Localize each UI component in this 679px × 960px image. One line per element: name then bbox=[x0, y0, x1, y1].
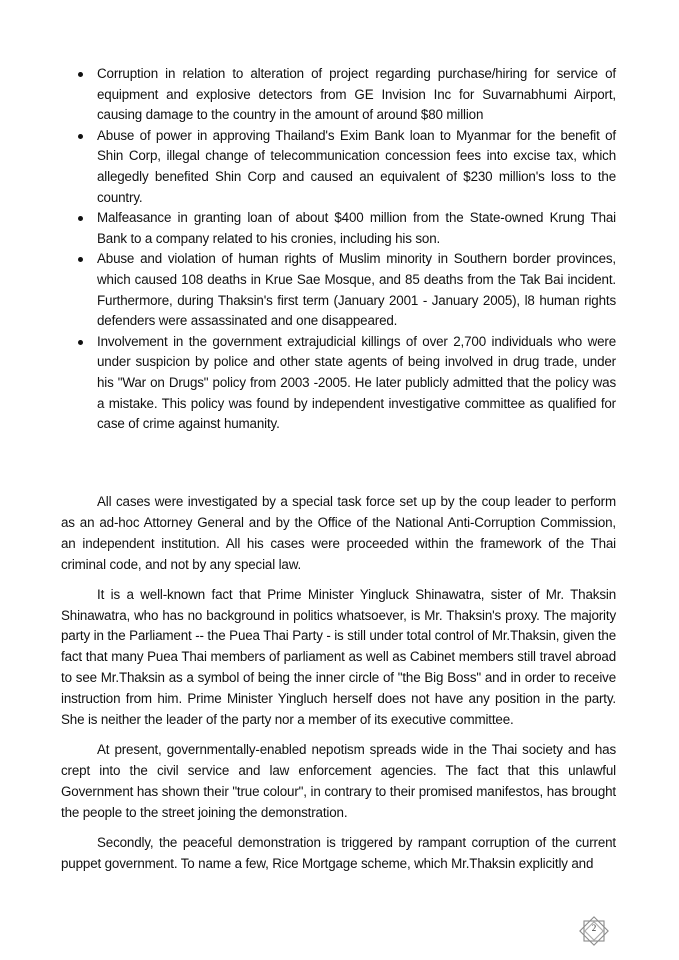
body-text bbox=[61, 492, 616, 883]
paragraph: At present, governmentally-enabled nepotism spreads wide in the Thai society and has crept into the civil service and law enforcement agencies. The fact that this unlawful Government has shown their "true colour", in contrary to their promised manifestos, has brought the people to the street joining the demonstration. bbox=[61, 741, 616, 820]
list-item: Abuse and violation of human rights of Muslim minority in Southern border provinces, which caused 108 deaths in Krue Sae Mosque, and 85 deaths from the Tak Bai incident. Furthermore, during Thaksin's first term (January 2001 - January 2005), l8 human rights defenders were assassinated and one disappeared. bbox=[76, 249, 616, 331]
page-number: 2 bbox=[591, 923, 597, 933]
case-list bbox=[76, 64, 616, 435]
paragraph: Secondly, the peaceful demonstration is triggered by rampant corruption of the current puppet government. To name a few, Rice Mortgage scheme, which Mr.Thaksin explicitly and bbox=[61, 834, 616, 871]
list-item: Involvement in the government extrajudicial killings of over 2,700 individuals who were under suspicion by police and other state agents of being involved in drug trade, under his "War on Drugs" policy from 2003 -2005. He later publicly admitted that the policy was a mistake. This policy was found by independent investigative committee as qualified for case of crime against humanity. bbox=[76, 332, 616, 435]
list-item: Corruption in relation to alteration of project regarding purchase/hiring for service of equipment and explosive detectors from GE Invision Inc for Suvarnabhumi Airport, causing damage to the country in the amount of around $80 million bbox=[76, 64, 616, 126]
list-item: Malfeasance in granting loan of about $400 million from the State-owned Krung Thai Bank to a company related to his cronies, including his son. bbox=[76, 208, 616, 249]
list-item: Abuse of power in approving Thailand's Exim Bank loan to Myanmar for the benefit of Shin Corp, illegal change of telecommunication concession fees into excise tax, which allegedly benefited Shin Corp and caused an equivalent of $230 million's loss to the country. bbox=[76, 126, 616, 208]
paragraph: It is a well-known fact that Prime Minister Yingluck Shinawatra, sister of Mr. Thaksin Shinawatra, who has no background in politics whatsoever, is Mr. Thaksin's proxy. The majority party in the Parliament -- the Puea Thai Party - is still under total control of Mr.Thaksin, given the fact that many Puea Thai members of parliament as well as Cabinet members still travel abroad to see Mr.Thaksin as a symbol of being the inner circle of "the Big Boss" and in order to receive instruction from him. Prime Minister Yingluch herself does not have any position in the party. She is neither the leader of the party nor a member of its executive committee. bbox=[61, 586, 616, 728]
paragraph: All cases were investigated by a special task force set up by the coup leader to perform as an ad-hoc Attorney General and by the Office of the National Anti-Corruption Commission, an independent institution. All his cases were proceeded within the framework of the Thai criminal code, and not by any special law. bbox=[61, 494, 616, 572]
page-number-badge bbox=[576, 913, 612, 949]
